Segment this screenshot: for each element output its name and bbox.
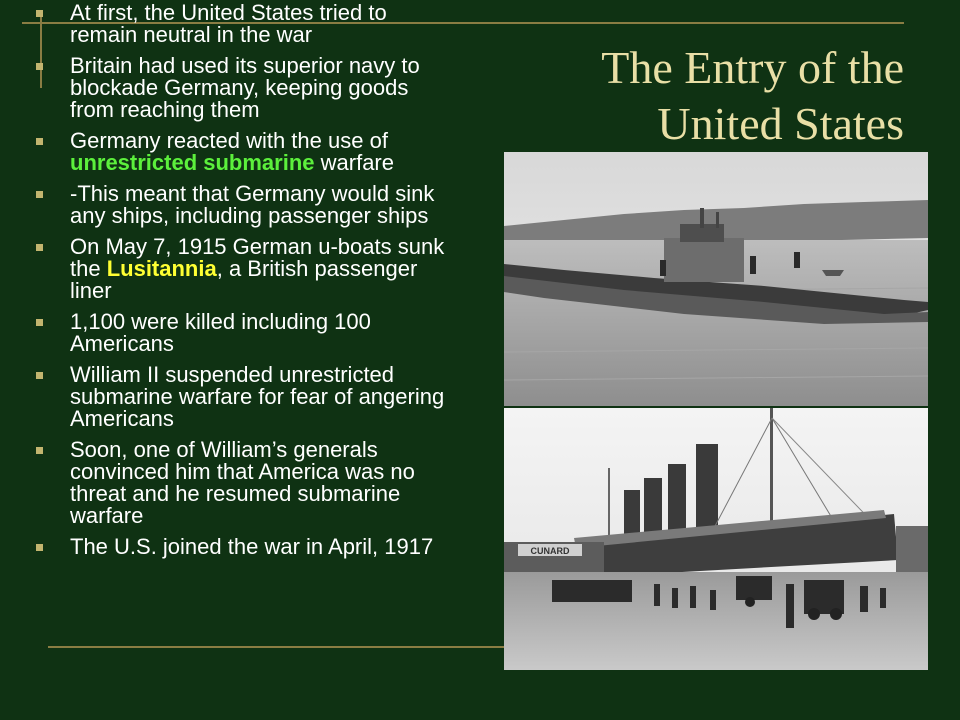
bullet-text: William II suspended unrestricted submarine warfare for fear of angering Americans — [70, 362, 445, 431]
bullet-text: 1,100 were killed including 100 Americans — [70, 309, 371, 356]
bullet-text: -This meant that Germany would sink any ships, including passenger ships — [70, 181, 435, 228]
slide-title-line-1: The Entry of the — [601, 42, 904, 93]
decorative-rule-bottom — [48, 646, 508, 648]
bullet-marker-icon — [36, 10, 43, 17]
bullet-marker-icon — [36, 319, 43, 326]
liner-sign: CUNARD — [530, 546, 570, 556]
bullet-list — [34, 2, 454, 567]
bullet-highlight-text: unrestricted submarine — [70, 150, 315, 175]
slide-title-line-2: United States — [657, 98, 904, 149]
bullet-text: , a British passenger liner — [70, 256, 418, 303]
bullet-item — [34, 364, 454, 430]
bullet-item — [34, 2, 454, 46]
bullet-item — [34, 311, 454, 355]
lusitania-photo — [504, 408, 928, 670]
bullet-item — [34, 183, 454, 227]
submarine-photo — [504, 152, 928, 406]
bullet-marker-icon — [36, 372, 43, 379]
bullet-marker-icon — [36, 244, 43, 251]
bullet-text: On May 7, 1915 German u-boats sunk the — [70, 234, 445, 281]
bullet-text: At first, the United States tried to remain neutral in the war — [70, 0, 387, 47]
bullet-marker-icon — [36, 138, 43, 145]
bullet-item — [34, 236, 454, 302]
bullet-marker-icon — [36, 191, 43, 198]
bullet-item — [34, 130, 454, 174]
bullet-item — [34, 536, 454, 558]
bullet-item — [34, 55, 454, 121]
bullet-text: Soon, one of William’s generals convinced him that America was no threat and he resumed submarine warfare — [70, 437, 415, 528]
bullet-marker-icon — [36, 447, 43, 454]
bullet-marker-icon — [36, 63, 43, 70]
bullet-text: warfare — [314, 150, 394, 175]
bullet-highlight-text: Lusitannia — [106, 256, 217, 281]
bullet-item — [34, 439, 454, 527]
slide-title — [484, 40, 904, 152]
bullet-text: Britain had used its superior navy to blockade Germany, keeping goods from reaching them — [70, 53, 420, 122]
bullet-text: Germany reacted with the use of — [70, 128, 388, 153]
bullet-text: The U.S. joined the war in April, 1917 — [70, 534, 434, 559]
bullet-marker-icon — [36, 544, 43, 551]
